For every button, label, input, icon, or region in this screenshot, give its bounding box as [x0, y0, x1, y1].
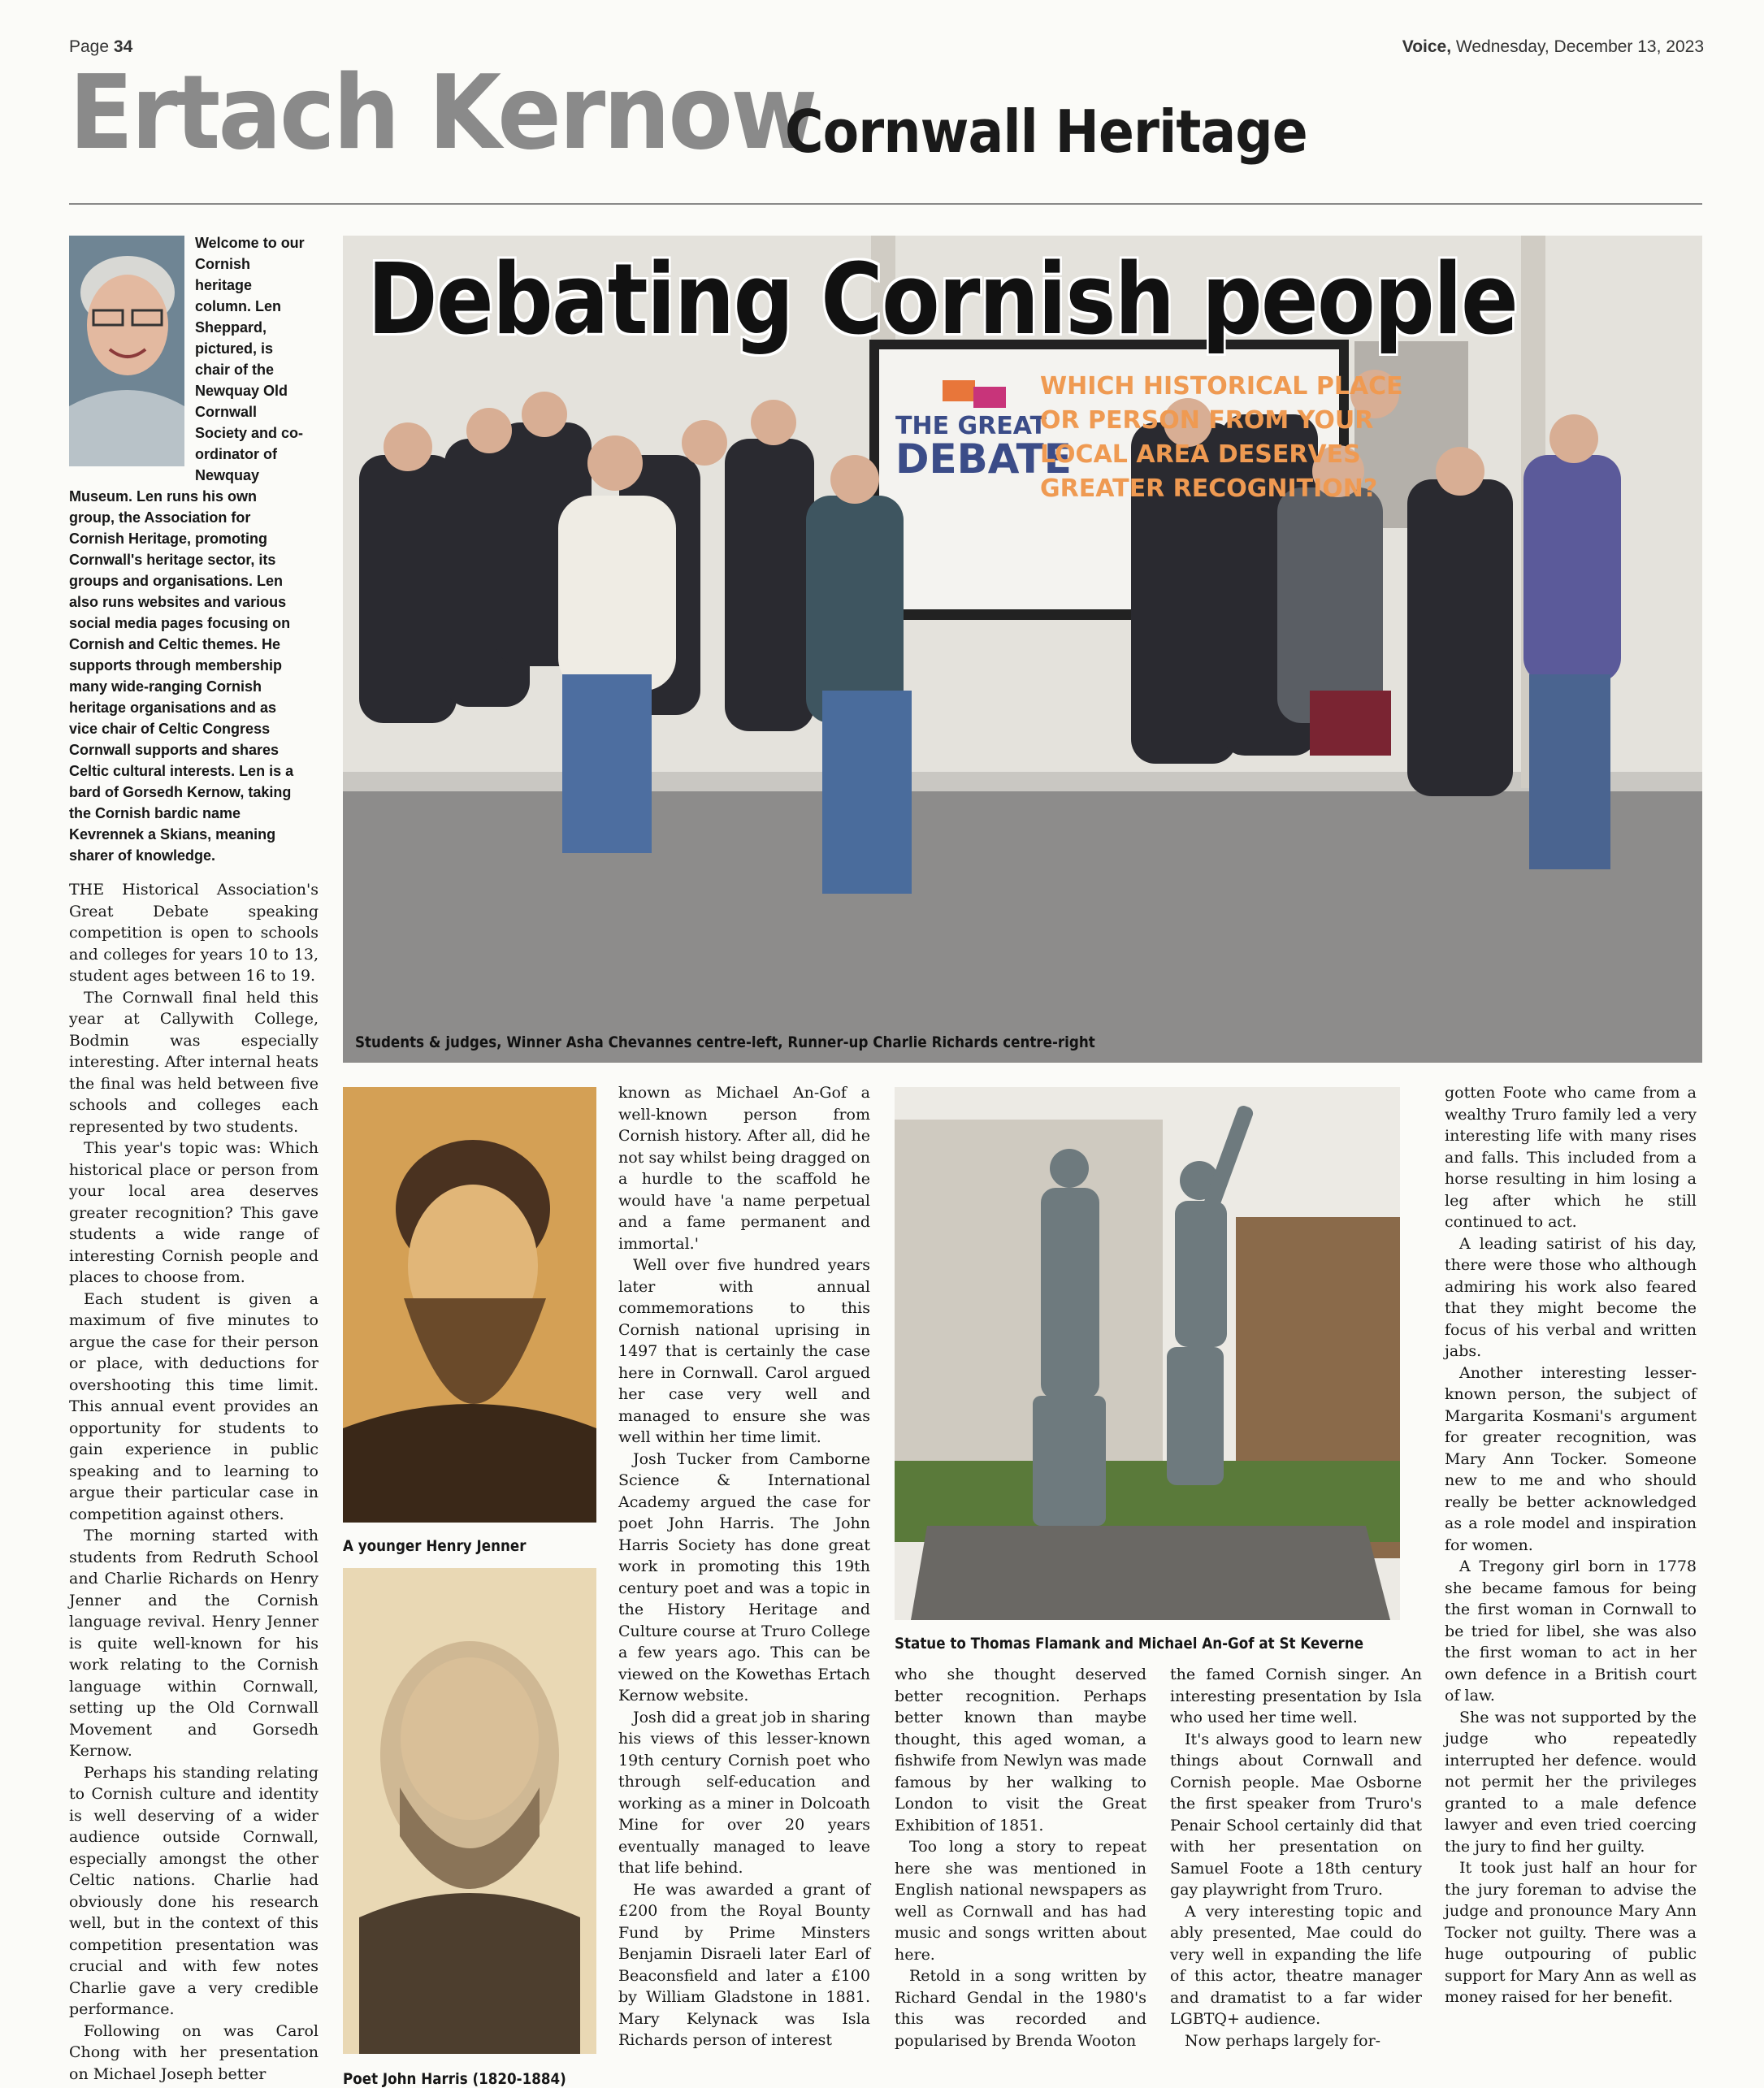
paragraph: This year's topic was: Which historical place or person from your local area deserves greater recognition? This gave students a wide range of interesting Cornish people and places to choose from.	[69, 1139, 319, 1286]
author-bio	[69, 232, 305, 866]
paragraph: It took just half an hour for the jury foreman to advise the judge and pronounce Mary Ann Tocker not guilty. There was a huge outpouring of public support for Mary Ann as well as money raised for her benefit.	[1445, 1859, 1697, 2006]
paragraph: known as Michael An-Gof a well-known person from Cornish history. After all, did he not say whilst being dragged on a hurdle to the scaffold he would have 'a name perpetual and a fame permanent and immortal.'	[618, 1084, 870, 1253]
masthead-subtitle: Cornwall Heritage	[785, 97, 1307, 166]
paragraph: A leading satirist of his day, there were those who although admiring his work also feared that they might become the focus of his verbal and written jabs.	[1445, 1234, 1697, 1360]
date-text: Wednesday, December 13, 2023	[1455, 37, 1704, 56]
slide-line-4: GREATER RECOGNITION?	[1040, 474, 1378, 503]
harris-caption: Poet John Harris (1820-1884)	[343, 2070, 566, 2088]
paragraph: THE Historical Association's Great Debate speaking competition is open to schools and colleges for years 10 to 13, student ages between 16 to 19.	[69, 881, 319, 985]
jenner-caption: A younger Henry Jenner	[343, 1537, 527, 1555]
paragraph: who she thought deserved better recognition. Perhaps better known than maybe thought, this aged woman, a fishwife from Newlyn was made famous by her walking to London to visit the Great Exhibition of 1851.	[895, 1666, 1146, 1835]
paragraph: The morning started with students from Redruth School and Charlie Richards on Henry Jenner and the Cornish language revival. Henry Jenner is quite well-known for his work relating to the Cornish language within Cornwall, setting up the Old Cornwall Movement and Gorsedh Kernow.	[69, 1527, 319, 1760]
harris-portrait	[343, 1568, 596, 2054]
masthead-title: Ertach Kernow	[69, 53, 816, 172]
article-col-1	[69, 879, 319, 2085]
paragraph: A Tregony girl born in 1778 she became famous for being the first woman in Cornwall to be tried for libel, she was also the first woman to act in her own defence in a British court of law.	[1445, 1557, 1697, 1705]
logo-line-2: DEBATE	[895, 435, 1072, 483]
main-photo-caption: Students & judges, Winner Asha Chevannes centre-left, Runner-up Charlie Richards centre-right	[355, 1033, 1095, 1051]
page-label: Page	[69, 37, 110, 56]
logo-line-1: THE GREAT	[895, 412, 1047, 440]
paragraph: the famed Cornish singer. An interesting presentation by Isla who used her time well.	[1170, 1666, 1422, 1726]
statue-photo	[895, 1087, 1400, 1620]
article-col-4	[895, 1664, 1146, 2051]
paragraph: She was not supported by the judge who repeatedly interrupted her defence. would not permit her the privileges granted to a male defence lawyer and even tried coercing the jury to find her guilty.	[1445, 1708, 1697, 1856]
paragraph: The Cornwall final held this year at Callywith College, Bodmin was especially interesting. After internal heats the final was held between five schools and colleges each represented by two students.	[69, 988, 319, 1136]
headline: Debating Cornish people	[367, 244, 1518, 357]
slide-line-2: OR PERSON FROM YOUR	[1040, 406, 1374, 435]
paper-name: Voice,	[1402, 37, 1452, 56]
article-col-5	[1170, 1664, 1422, 2051]
paragraph: Following on was Carol Chong with her presentation on Michael Joseph better	[69, 2021, 319, 2083]
statue-caption: Statue to Thomas Flamank and Michael An-Gof at St Keverne	[895, 1635, 1364, 1653]
paragraph: Perhaps his standing relating to Cornish culture and identity is well deserving of a wider audience outside Cornwall, especially amongst the other Celtic nations. Charlie had obviously done his research well, but in the context of this competition presentation was crucial and with few notes Charlie gave a very credible performance.	[69, 1763, 319, 2018]
main-photo	[343, 236, 1702, 1063]
paragraph: Each student is given a maximum of five minutes to argue the case for their person or place, with deductions for overshooting this time limit. This annual event provides an opportunity for students to gain experience in public speaking and to learning to argue their particular case in competition against others.	[69, 1289, 319, 1523]
paragraph: A very interesting topic and ably presented, Mae could do very well in expanding the life of this actor, theatre manager and dramatist to a far wider LGBTQ+ audience.	[1170, 1902, 1422, 2028]
paragraph: Josh did a great job in sharing his views of this lesser-known 19th century Cornish poet who through self-education and working as a miner in Dolcoath Mine for over 20 years eventually managed to leave that life behind.	[618, 1708, 870, 1877]
article-col-3	[618, 1082, 870, 2051]
issue-date	[1402, 37, 1704, 57]
article-col-6	[1445, 1082, 1697, 2008]
paragraph: It's always good to learn new things about Cornwall and Cornish people. Mae Osborne the first speaker from Truro's Penair School certainly did that with her presentation on Samuel Foote a 18th century gay playwright from Truro.	[1170, 1730, 1422, 1899]
paragraph: Too long a story to repeat here she was mentioned in English national newspapers as well as Cornwall and has had music and songs written about here.	[895, 1838, 1146, 1964]
bio-float-spacer	[69, 232, 195, 468]
paragraph: gotten Foote who came from a wealthy Truro family led a very interesting life with many rises and falls. This included from a horse resulting in him losing a leg after which he still continued to act.	[1445, 1084, 1697, 1231]
paragraph: Josh Tucker from Camborne Science & International Academy argued the case for poet John Harris. The John Harris Society has done great work in promoting this 19th century poet and was a topic in the History Heritage and Culture course at Truro College a few years ago. This can be viewed on the Kowethas Ertach Kernow website.	[618, 1449, 870, 1705]
paragraph: He was awarded a grant of £200 from the Royal Bounty Fund by Prime Minsters Benjamin Disraeli later Earl of Beaconsfield and later a £100 by William Gladstone in 1881. Mary Kelynack was Isla Richards person of interest	[618, 1880, 870, 2049]
bio-text: Welcome to our Cornish heritage column. Len Sheppard, pictured, is chair of the Newquay Old Cornwall Society and co-ordinator of Newquay Museum. Len runs his own group, the Association for Cornish Heritage, promoting Cornwall's heritage sector, its groups and organisations. Len also runs websites and various social media pages focusing on Cornish and Celtic themes. He supports through membership many wide-ranging Cornish heritage organisations and as vice chair of Celtic Congress Cornwall supports and shares Celtic cultural interests. Len is a bard of Gorsedh Kernow, taking the Cornish bardic name Kevrennek a Skians, meaning sharer of knowledge.	[69, 235, 305, 864]
slide-line-1: WHICH HISTORICAL PLACE	[1040, 372, 1403, 401]
page-number-value: 34	[113, 37, 133, 56]
slide-line-3: LOCAL AREA DESERVES	[1040, 440, 1361, 469]
paragraph: Retold in a song written by Richard Gendal in the 1980's this was recorded and popularised by Brenda Wooton	[895, 1967, 1146, 2050]
paragraph: Well over five hundred years later with annual commemorations to this Cornish national uprising in 1497 that is certainly the case here in Cornwall. Carol argued her case very well and managed to ensure she was well within her time limit.	[618, 1256, 870, 1446]
paragraph: Another interesting lesser-known person, the subject of Margarita Kosmani's argument for greater recognition, was Mary Ann Tocker. Someone new to me and who should really be better acknowledged as a role model and inspiration for women.	[1445, 1363, 1697, 1554]
header-rule	[69, 203, 1702, 205]
jenner-portrait	[343, 1087, 596, 1523]
screen-slide-text	[1040, 370, 1403, 506]
paragraph: Now perhaps largely for-	[1185, 2031, 1381, 2050]
